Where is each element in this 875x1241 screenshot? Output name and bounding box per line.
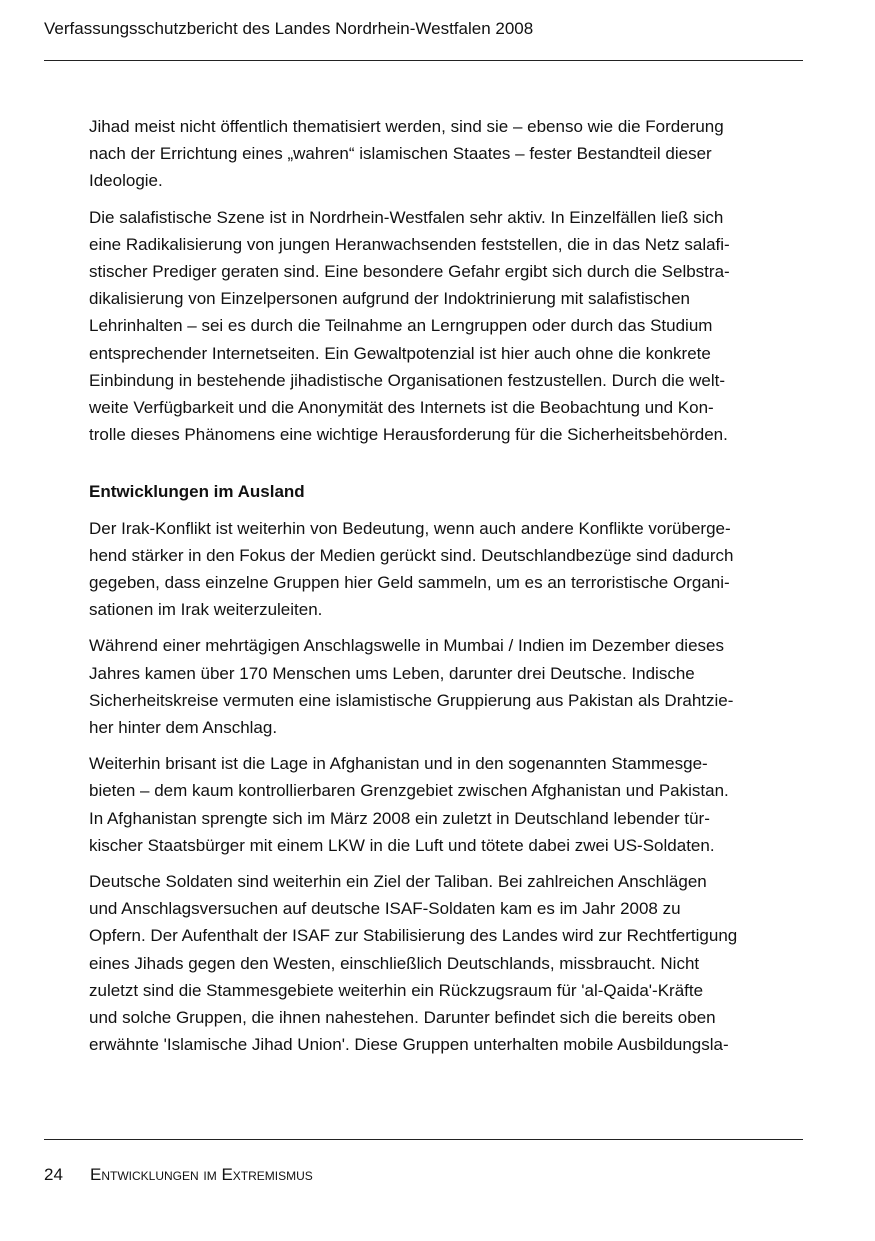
text-line: eine Radikalisierung von jungen Heranwachsenden feststellen, die in das Netz salafi- <box>89 234 730 254</box>
paragraph-6 <box>89 868 807 1058</box>
text-line: erwähnte 'Islamische Jihad Union'. Diese Gruppen unterhalten mobile Ausbildungsla- <box>89 1035 729 1055</box>
text-line: eines Jihads gegen den Westen, einschließlich Deutschlands, missbraucht. Nicht <box>89 953 700 973</box>
text-line: Die salafistische Szene ist in Nordrhein-Westfalen sehr aktiv. In Einzelfällen ließ sich <box>89 207 724 227</box>
text-line: gegeben, dass einzelne Gruppen hier Geld sammeln, um es an terroristische Organi- <box>89 573 730 593</box>
text-line: hend stärker in den Fokus der Medien gerückt sind. Deutschlandbezüge sind dadurch <box>89 545 734 565</box>
text-line: weite Verfügbarkeit und die Anonymität des Internets ist die Beobachtung und Kon- <box>89 398 714 418</box>
paragraph-5 <box>89 750 807 859</box>
text-line: Während einer mehrtägigen Anschlagswelle in Mumbai / Indien im Dezember dieses <box>89 636 724 656</box>
paragraph-2 <box>89 204 807 449</box>
text-line: nach der Errichtung eines „wahren“ islamischen Staates – fester Bestandteil dieser <box>89 144 712 164</box>
text-line: Ideologie. <box>89 171 163 191</box>
text-line: Jahres kamen über 170 Menschen ums Leben, darunter drei Deutsche. Indische <box>89 663 695 683</box>
page-number: 24 <box>44 1165 63 1184</box>
paragraph-3 <box>89 515 807 624</box>
text-line: zuletzt sind die Stammesgebiete weiterhin ein Rückzugsraum für 'al-Qaida'-Kräfte <box>89 980 704 1000</box>
text-line: bieten – dem kaum kontrollierbaren Grenzgebiet zwischen Afghanistan und Pakistan. <box>89 781 729 801</box>
text-line: Einbindung in bestehende jihadistische Organisationen festzustellen. Durch die welt- <box>89 370 725 390</box>
text-line: Jihad meist nicht öffentlich thematisiert werden, sind sie – ebenso wie die Forderung <box>89 117 724 136</box>
text-line: Der Irak-Konflikt ist weiterhin von Bedeutung, wenn auch andere Konflikte vorüberge- <box>89 518 731 538</box>
footer-rule <box>44 1139 803 1140</box>
paragraph-1 <box>89 113 807 195</box>
text-line: kischer Staatsbürger mit einem LKW in die Luft und tötete dabei zwei US-Soldaten. <box>89 835 715 855</box>
text-line: dikalisierung von Einzelpersonen aufgrund der Indoktrinierung mit salafistischen <box>89 289 691 309</box>
header-rule <box>44 60 803 61</box>
text-line: und Anschlagsversuchen auf deutsche ISAF-Soldaten kam es im Jahr 2008 zu <box>89 899 681 919</box>
text-line: und solche Gruppen, die ihnen nahestehen. Darunter befindet sich die bereits oben <box>89 1008 716 1028</box>
footer-section-title: Entwicklungen im Extremismus <box>90 1165 313 1184</box>
text-line: Deutsche Soldaten sind weiterhin ein Ziel der Taliban. Bei zahlreichen Anschlägen <box>89 872 707 892</box>
text-line: her hinter dem Anschlag. <box>89 718 278 738</box>
text-line: entsprechender Internetseiten. Ein Gewaltpotenzial ist hier auch ohne die konkrete <box>89 343 711 363</box>
text-line: Lehrinhalten – sei es durch die Teilnahme an Lerngruppen oder durch das Studium <box>89 316 713 336</box>
section-heading: Entwicklungen im Ausland <box>89 482 305 502</box>
paragraph-4 <box>89 632 807 741</box>
text-line: Opfern. Der Aufenthalt der ISAF zur Stabilisierung des Landes wird zur Rechtfertigung <box>89 926 738 946</box>
text-line: sationen im Irak weiterzuleiten. <box>89 600 323 620</box>
page-body <box>89 113 807 1068</box>
running-header: Verfassungsschutzbericht des Landes Nordrhein-Westfalen 2008 <box>44 19 534 38</box>
text-line: In Afghanistan sprengte sich im März 2008 ein zuletzt in Deutschland lebender tür- <box>89 808 710 828</box>
text-line: trolle dieses Phänomens eine wichtige Herausforderung für die Sicherheitsbehörden. <box>89 425 728 445</box>
page-footer <box>44 1164 313 1186</box>
text-line: stischer Prediger geraten sind. Eine besondere Gefahr ergibt sich durch die Selbstra- <box>89 262 730 282</box>
text-line: Weiterhin brisant ist die Lage in Afghanistan und in den sogenannten Stammesge- <box>89 754 708 774</box>
text-line: Sicherheitskreise vermuten eine islamistische Gruppierung aus Pakistan als Drahtzie- <box>89 690 734 710</box>
